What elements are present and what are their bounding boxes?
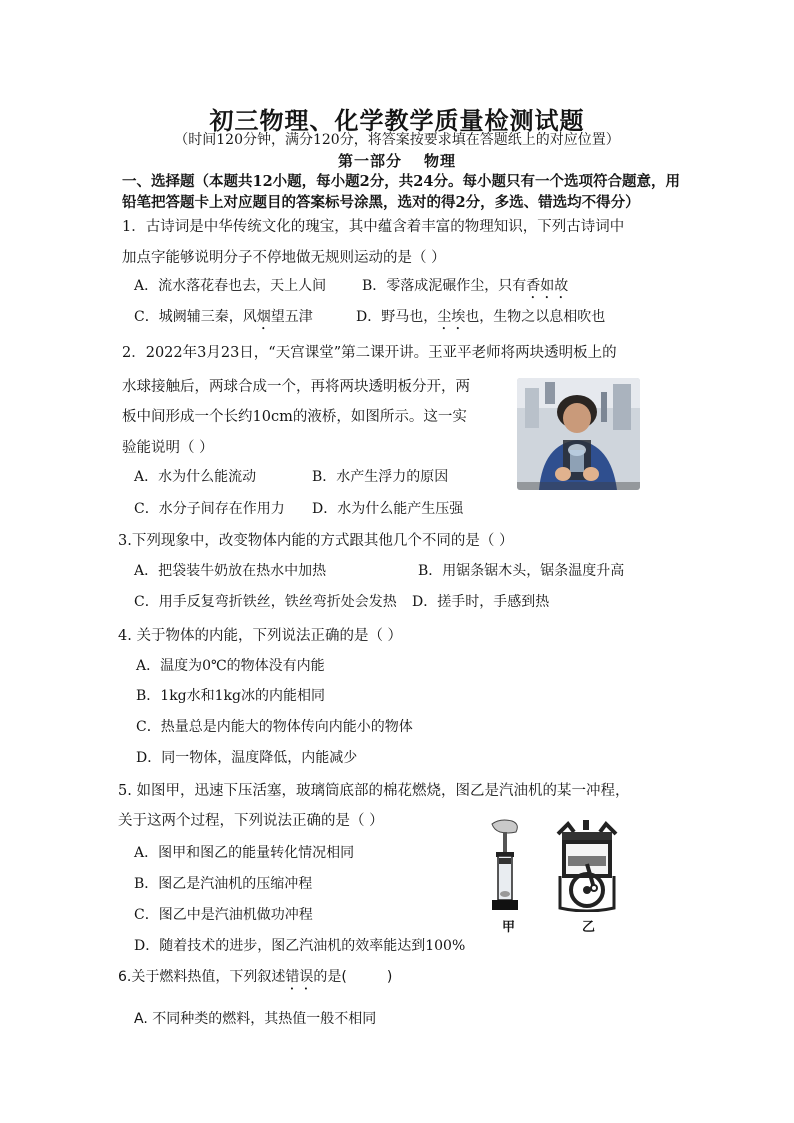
air-compression-cylinder-figure <box>486 818 526 912</box>
part-number: 第一部分 <box>337 152 402 170</box>
q2-stem-line1: 2．2022年3月23日，“天宫课堂”第二课开讲。王亚平老师将两块透明板上的 <box>122 345 617 361</box>
q1-option-b-dotted: 香如故 <box>526 278 569 294</box>
q1-option-c-dotted: 烟 <box>256 309 271 325</box>
q1-stem-line2: 加点字能够说明分子不停地做无规则运动的是（ ） <box>122 250 446 266</box>
section-instructions-line1: 一、选择题（本题共12小题，每小题2分，共24分。每小题只有一个选项符合题意，用 <box>122 173 680 190</box>
q2-stem-line2: 水球接触后，两球合成一个，再将两块透明板分开，两 <box>122 379 470 395</box>
tiangong-classroom-photo <box>517 378 640 490</box>
q4-option-a: A．温度为0℃的物体没有内能 <box>136 658 325 674</box>
q4-stem: 4. 关于物体的内能，下列说法正确的是（ ） <box>118 628 403 644</box>
q2-stem-line3: 板中间形成一个长约10cm的液桥，如图所示。这一实 <box>122 409 467 425</box>
q5-option-d: D．随着技术的进步，图乙汽油机的效率能达到100% <box>134 938 466 954</box>
q6-stem: 6.关于燃料热值，下列叙述错误的是( ) <box>118 969 393 985</box>
q1-stem-line1: 1．古诗词是中华传统文化的瑰宝，其中蕴含着丰富的物理知识，下列古诗词中 <box>122 219 625 235</box>
q6-option-a: A. 不同种类的燃料，其热值一般不相同 <box>134 1011 377 1027</box>
q3-option-a: A．把袋装牛奶放在热水中加热 <box>134 563 327 579</box>
q3-option-d: D．搓手时，手感到热 <box>412 594 550 610</box>
q3-stem: 3.下列现象中，改变物体内能的方式跟其他几个不同的是（ ） <box>118 533 514 549</box>
q2-option-c: C．水分子间存在作用力 <box>134 501 285 517</box>
q5-option-c: C．图乙中是汽油机做功冲程 <box>134 907 313 923</box>
q1-option-d: D．野马也，尘埃也，生物之以息相吹也 <box>356 309 606 325</box>
q5-stem-line2: 关于这两个过程，下列说法正确的是（ ） <box>118 813 384 829</box>
q4-option-d: D．同一物体，温度降低，内能减少 <box>136 750 358 766</box>
part-heading <box>0 150 794 171</box>
figure-caption-jia: 甲 <box>502 920 516 935</box>
q2-option-b: B．水产生浮力的原因 <box>312 469 449 485</box>
gasoline-engine-figure <box>552 820 622 912</box>
q1-option-c: C．城阙辅三秦，风烟望五津 <box>134 309 313 325</box>
figure-caption-yi: 乙 <box>582 920 596 935</box>
q1-option-d-dotted: 尘埃 <box>437 309 466 325</box>
q2-option-d: D．水为什么能产生压强 <box>312 501 464 517</box>
q5-option-a: A．图甲和图乙的能量转化情况相同 <box>134 845 355 861</box>
q3-option-c: C．用手反复弯折铁丝，铁丝弯折处会发热 <box>134 594 397 610</box>
q4-option-c: C．热量总是内能大的物体传向内能小的物体 <box>136 719 413 735</box>
part-subject: 物理 <box>424 152 457 170</box>
q1-option-a: A．流水落花春也去，天上人间 <box>134 278 327 294</box>
q5-stem-line1: 5. 如图甲，迅速下压活塞，玻璃筒底部的棉花燃烧，图乙是汽油机的某一冲程， <box>118 783 630 799</box>
exam-subtitle: （时间120分钟，满分120分，将答案按要求填在答题纸上的对应位置） <box>174 132 620 148</box>
exam-title: 初三物理、化学教学质量检测试题 <box>209 106 585 135</box>
q2-stem-line4: 验能说明（ ） <box>122 440 214 456</box>
q5-option-b: B．图乙是汽油机的压缩冲程 <box>134 876 313 892</box>
q6-stem-dotted: 错误 <box>285 969 314 985</box>
q1-option-b: B．零落成泥碾作尘，只有香如故 <box>362 278 569 294</box>
q2-option-a: A．水为什么能流动 <box>134 469 257 485</box>
q3-option-b: B．用锯条锯木头，锯条温度升高 <box>418 563 625 579</box>
section-instructions-line2: 铅笔把答题卡上对应题目的答案标号涂黑，选对的得2分，多选、错选均不得分） <box>122 194 640 211</box>
q4-option-b: B．1kg水和1kg冰的内能相同 <box>136 688 325 704</box>
